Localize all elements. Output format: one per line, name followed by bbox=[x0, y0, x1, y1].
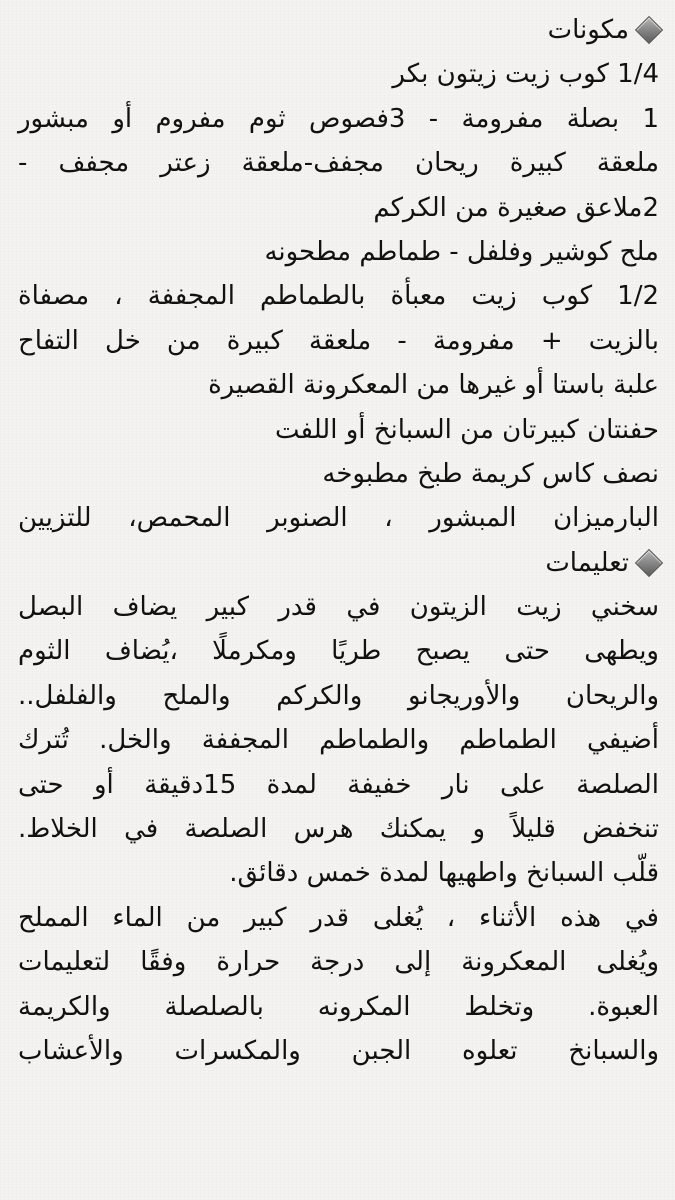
ingredient-line: نصف كاس كريمة طبخ مطبوخه bbox=[322, 458, 659, 489]
instruction-line: ويطهى حتى يصبح طريًا ومكرملًا ،يُضاف الثوم bbox=[18, 636, 659, 667]
instruction-line: العبوة. وتخلط المكرونه بالصلصلة والكريمة bbox=[18, 991, 659, 1022]
instruction-line: في هذه الأثناء ، يُغلى قدر كبير من الماء المملح bbox=[18, 902, 659, 933]
ingredients-heading-row bbox=[18, 8, 659, 52]
instruction-line: والسبانخ تعلوه الجبن والمكسرات والأعشاب bbox=[18, 1035, 659, 1066]
instruction-line: سخني زيت الزيتون في قدر كبير يضاف البصل bbox=[18, 592, 659, 623]
instruction-line: ويُغلى المعكرونة إلى درجة حرارة وفقًا لتعليمات bbox=[18, 947, 659, 978]
ingredient-line: 1 بصلة مفرومة - 3فصوص ثوم مفروم أو مبشور bbox=[18, 103, 659, 134]
instructions-heading-row bbox=[18, 541, 659, 585]
ingredient-line: 2ملاعق صغيرة من الكركم bbox=[373, 192, 659, 223]
instruction-line: الصلصة على نار خفيفة لمدة 15دقيقة أو حتى bbox=[18, 769, 660, 800]
ingredient-line: ملح كوشير وفلفل - طماطم مطحونه bbox=[264, 236, 659, 267]
ingredient-line: حفنتان كبيرتان من السبانخ أو اللفت bbox=[275, 414, 659, 445]
ingredient-line: البارميزان المبشور ، الصنوبر المحمص، للتزيين bbox=[18, 503, 659, 534]
diamond-icon bbox=[635, 549, 663, 577]
instruction-line: تنخفض قليلاً و يمكنك هرس الصلصة في الخلاط. bbox=[18, 814, 659, 845]
ingredient-line: 1/2 كوب زيت معبأة بالطماطم المجففة ، مصفاة bbox=[18, 281, 659, 312]
instruction-line: أضيفي الطماطم والطماطم المجففة والخل. تُترك bbox=[18, 725, 659, 756]
diamond-icon bbox=[635, 16, 663, 44]
ingredient-line: 1/4 كوب زيت زيتون بكر bbox=[392, 59, 659, 90]
instruction-line: قلّب السبانخ واطهيها لمدة خمس دقائق. bbox=[229, 858, 659, 889]
instructions-heading: تعليمات bbox=[545, 547, 629, 578]
instruction-line: والريحان والأوريجانو والكركم والملح والفلفل.. bbox=[18, 680, 659, 711]
ingredient-line: بالزيت + مفرومة - ملعقة كبيرة من خل التفاح bbox=[18, 325, 659, 356]
ingredient-line: علبة باستا أو غيرها من المعكرونة القصيرة bbox=[208, 370, 659, 401]
ingredient-line: ملعقة كبيرة ريحان مجفف-ملعقة زعتر مجفف - bbox=[18, 148, 659, 179]
ingredients-heading: مكونات bbox=[547, 15, 629, 45]
